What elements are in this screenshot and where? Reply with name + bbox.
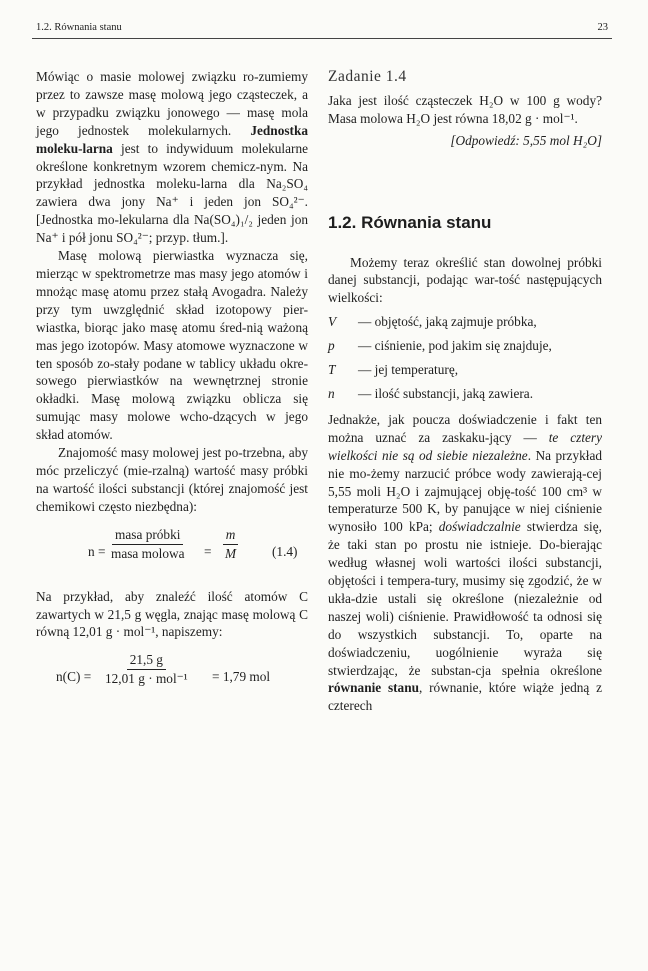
right-column — [328, 68, 602, 715]
exercise-answer: [Odpowiedź: 5,55 mol H₂O] — [450, 132, 602, 148]
exercise-box — [328, 68, 602, 150]
paragraph-element-molar-mass: Masę molową pierwiastka wyznacza się, mierząc w spektrometrze mas masy jego atomów i mnożąc masę atomu przez stałą Avogadra. Należy przy tym uwzględnić skład izotopowy pier-wiastka, biorąc jako masę atomu śred-nią ważoną mas jego izotopów. Masy atomowe wyznaczone w ten sposób zo-stały podane w tablicy układu okre-sowego pierwiastków na wewnętrznej stronie okładki. Masę molową związku oblicza się sumując masy molowe wcho-dzących w jego skład atomów. — [36, 248, 308, 443]
running-head: 1.2. Równania stanu — [36, 22, 122, 33]
left-column — [36, 68, 308, 713]
fraction-m-over-M: $\frac{m}{M}$ — [222, 526, 239, 563]
list-item: V — objętość, jaką zajmuje próbka, — [328, 314, 537, 330]
page-number: 23 — [597, 22, 608, 33]
fraction-carbon: 21,5 g 12,01 g · mol⁻¹ — [105, 652, 188, 687]
paragraph-sample-mass: Znajomość masy molowej jest po-trzebna, aby móc przeliczyć (mie-rzalną) wartość masy próbki na wartość ilości substancji (której znajomość jest chemikowi często niezbędna): — [36, 445, 308, 514]
paragraph-intro: Możemy teraz określić stan dowolnej próbki danej substancji, podając war-tość następujących wielkości: — [328, 254, 602, 306]
paragraph-equation-of-state: Jednakże, jak poucza doświadczenie i fakt ten można uznać za zaskaku-jący — te cztery wielkości nie są od siebie niezależne. Na przykład nie mo-żemy narzucić próbce wody zawierają-cej 5,55 moli H₂O i zajmującej obję-tość 100 cm³ w temperaturze 500 K, by panujące w niej ciśnienie wynosiło 100 kPa; doświadczalnie stwierdza się, że taki stan po prostu nie istnieje. Do-bierając według własnej woli wartości ilości substancji, objętości i tempera-tury, musimy się zgodzić, że w ukła-dzie ustali się określone (niezależnie od naszej woli) ciśnienie. Prawidłowość ta odnosi się do wszystkich substancji. To, oparte na doświadczeniu, uogólnienie wyraża się stwierdzając, że substan-cja spełnia określone równanie stanu, równanie, które wiąże jedną z czterech — [328, 411, 603, 714]
fraction-mass-ratio: masa próbki masa molowa — [111, 526, 185, 561]
header-rule — [32, 38, 612, 39]
emphasis-not-independent: te cztery wielkości nie są od siebie niezależne — [328, 429, 602, 463]
emphasis-experimentally: doświadczalnie — [438, 519, 521, 535]
equation-label: (1.4) — [272, 543, 298, 559]
list-item: n — ilość substancji, jaką zawiera. — [328, 385, 534, 401]
section-title: 1.2. Równania stanu — [328, 212, 492, 232]
list-item: T — jej temperaturę, — [328, 362, 459, 378]
variable-list — [328, 313, 602, 403]
equation-1-4: n = masa próbki masa molowa = $\frac{m}{M}$ (1.4) — [88, 526, 298, 561]
equation-carbon: n(C) = 21,5 g 12,01 g · mol⁻¹ = 1,79 mol — [56, 652, 271, 687]
list-item: p — ciśnienie, pod jakim się znajduje, — [328, 338, 552, 354]
paragraph-molar-mass: Mówiąc o masie molowej związku ro-zumiemy przez to zawsze masę molową jego cząsteczek, a w przypadku związku jonowego — masę mola jego jednostek molekularnych. Jednostka moleku-larna jest to indywiduum molekularne określone konkretnym wzorem chemicz-nym. Na przykład jednostka moleku-larna dla Na₂SO₄ zawiera dwa jony Na⁺ i jeden jon SO₄²⁻. [Jednostka mo-lekularna dla Na(SO₄)₁/₂ jeden jon Na⁺ i pół jonu SO₄²⁻; przyp. tłum.]. — [36, 69, 308, 246]
exercise-title: Zadanie 1.4 — [328, 68, 407, 85]
exercise-text: Jaka jest ilość cząsteczek H₂O w 100 g wody? Masa molowa H₂O jest równa 18,02 g · mol⁻¹. — [328, 92, 602, 126]
term-molecular-unit: Jednostka moleku-larna — [36, 122, 308, 156]
paragraph-example: Na przykład, aby znaleźć ilość atomów C zawartych w 21,5 g węgla, znając masę molową C równą 12,01 g · mol⁻¹, napiszemy: — [36, 588, 308, 640]
term-equation-of-state: równanie stanu — [328, 680, 419, 696]
